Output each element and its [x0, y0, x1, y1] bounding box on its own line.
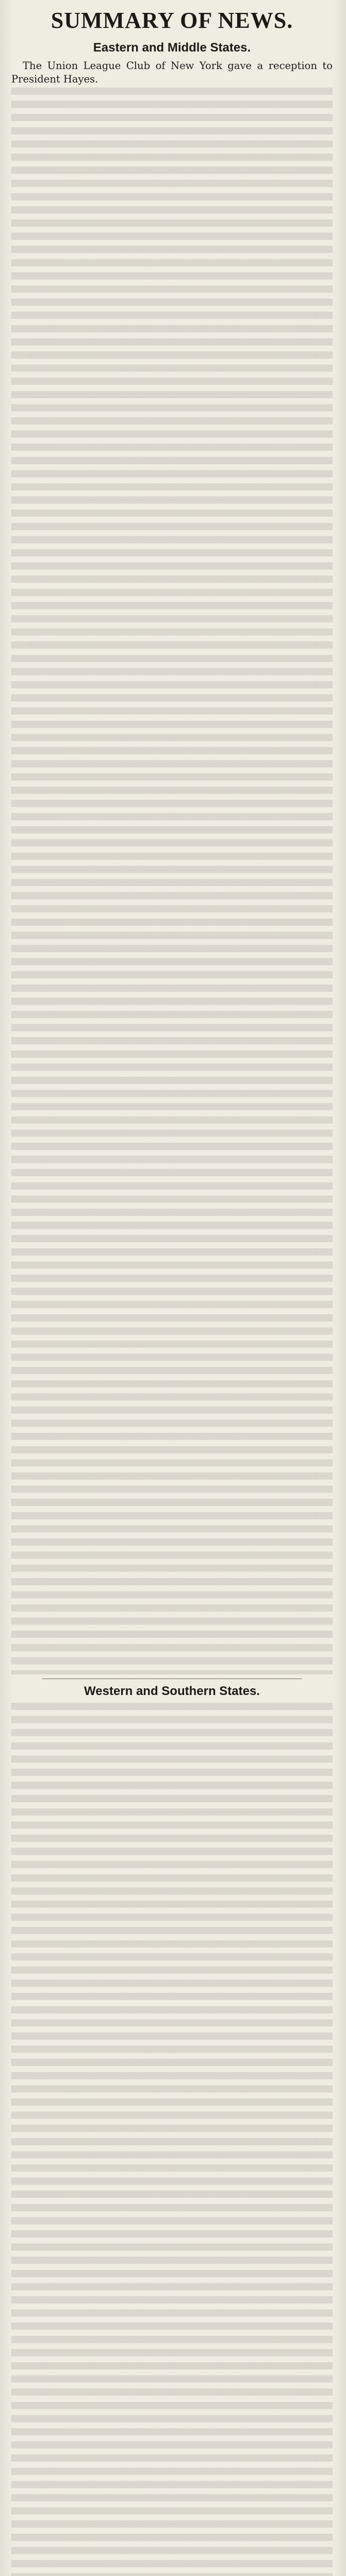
page-title: SUMMARY OF NEWS. [51, 8, 293, 33]
news-paragraph-legible: The Union League Club of New York gave a reception to President Hayes. [11, 60, 333, 85]
news-column-western [11, 1703, 333, 2576]
news-column-eastern [11, 59, 333, 1674]
section-heading-eastern-middle: Eastern and Middle States. [93, 41, 251, 55]
section-heading-western-southern: Western and Southern States. [84, 1684, 260, 1699]
illegible-body-text-western [11, 1703, 333, 2576]
illegible-body-text-eastern [11, 88, 333, 1674]
